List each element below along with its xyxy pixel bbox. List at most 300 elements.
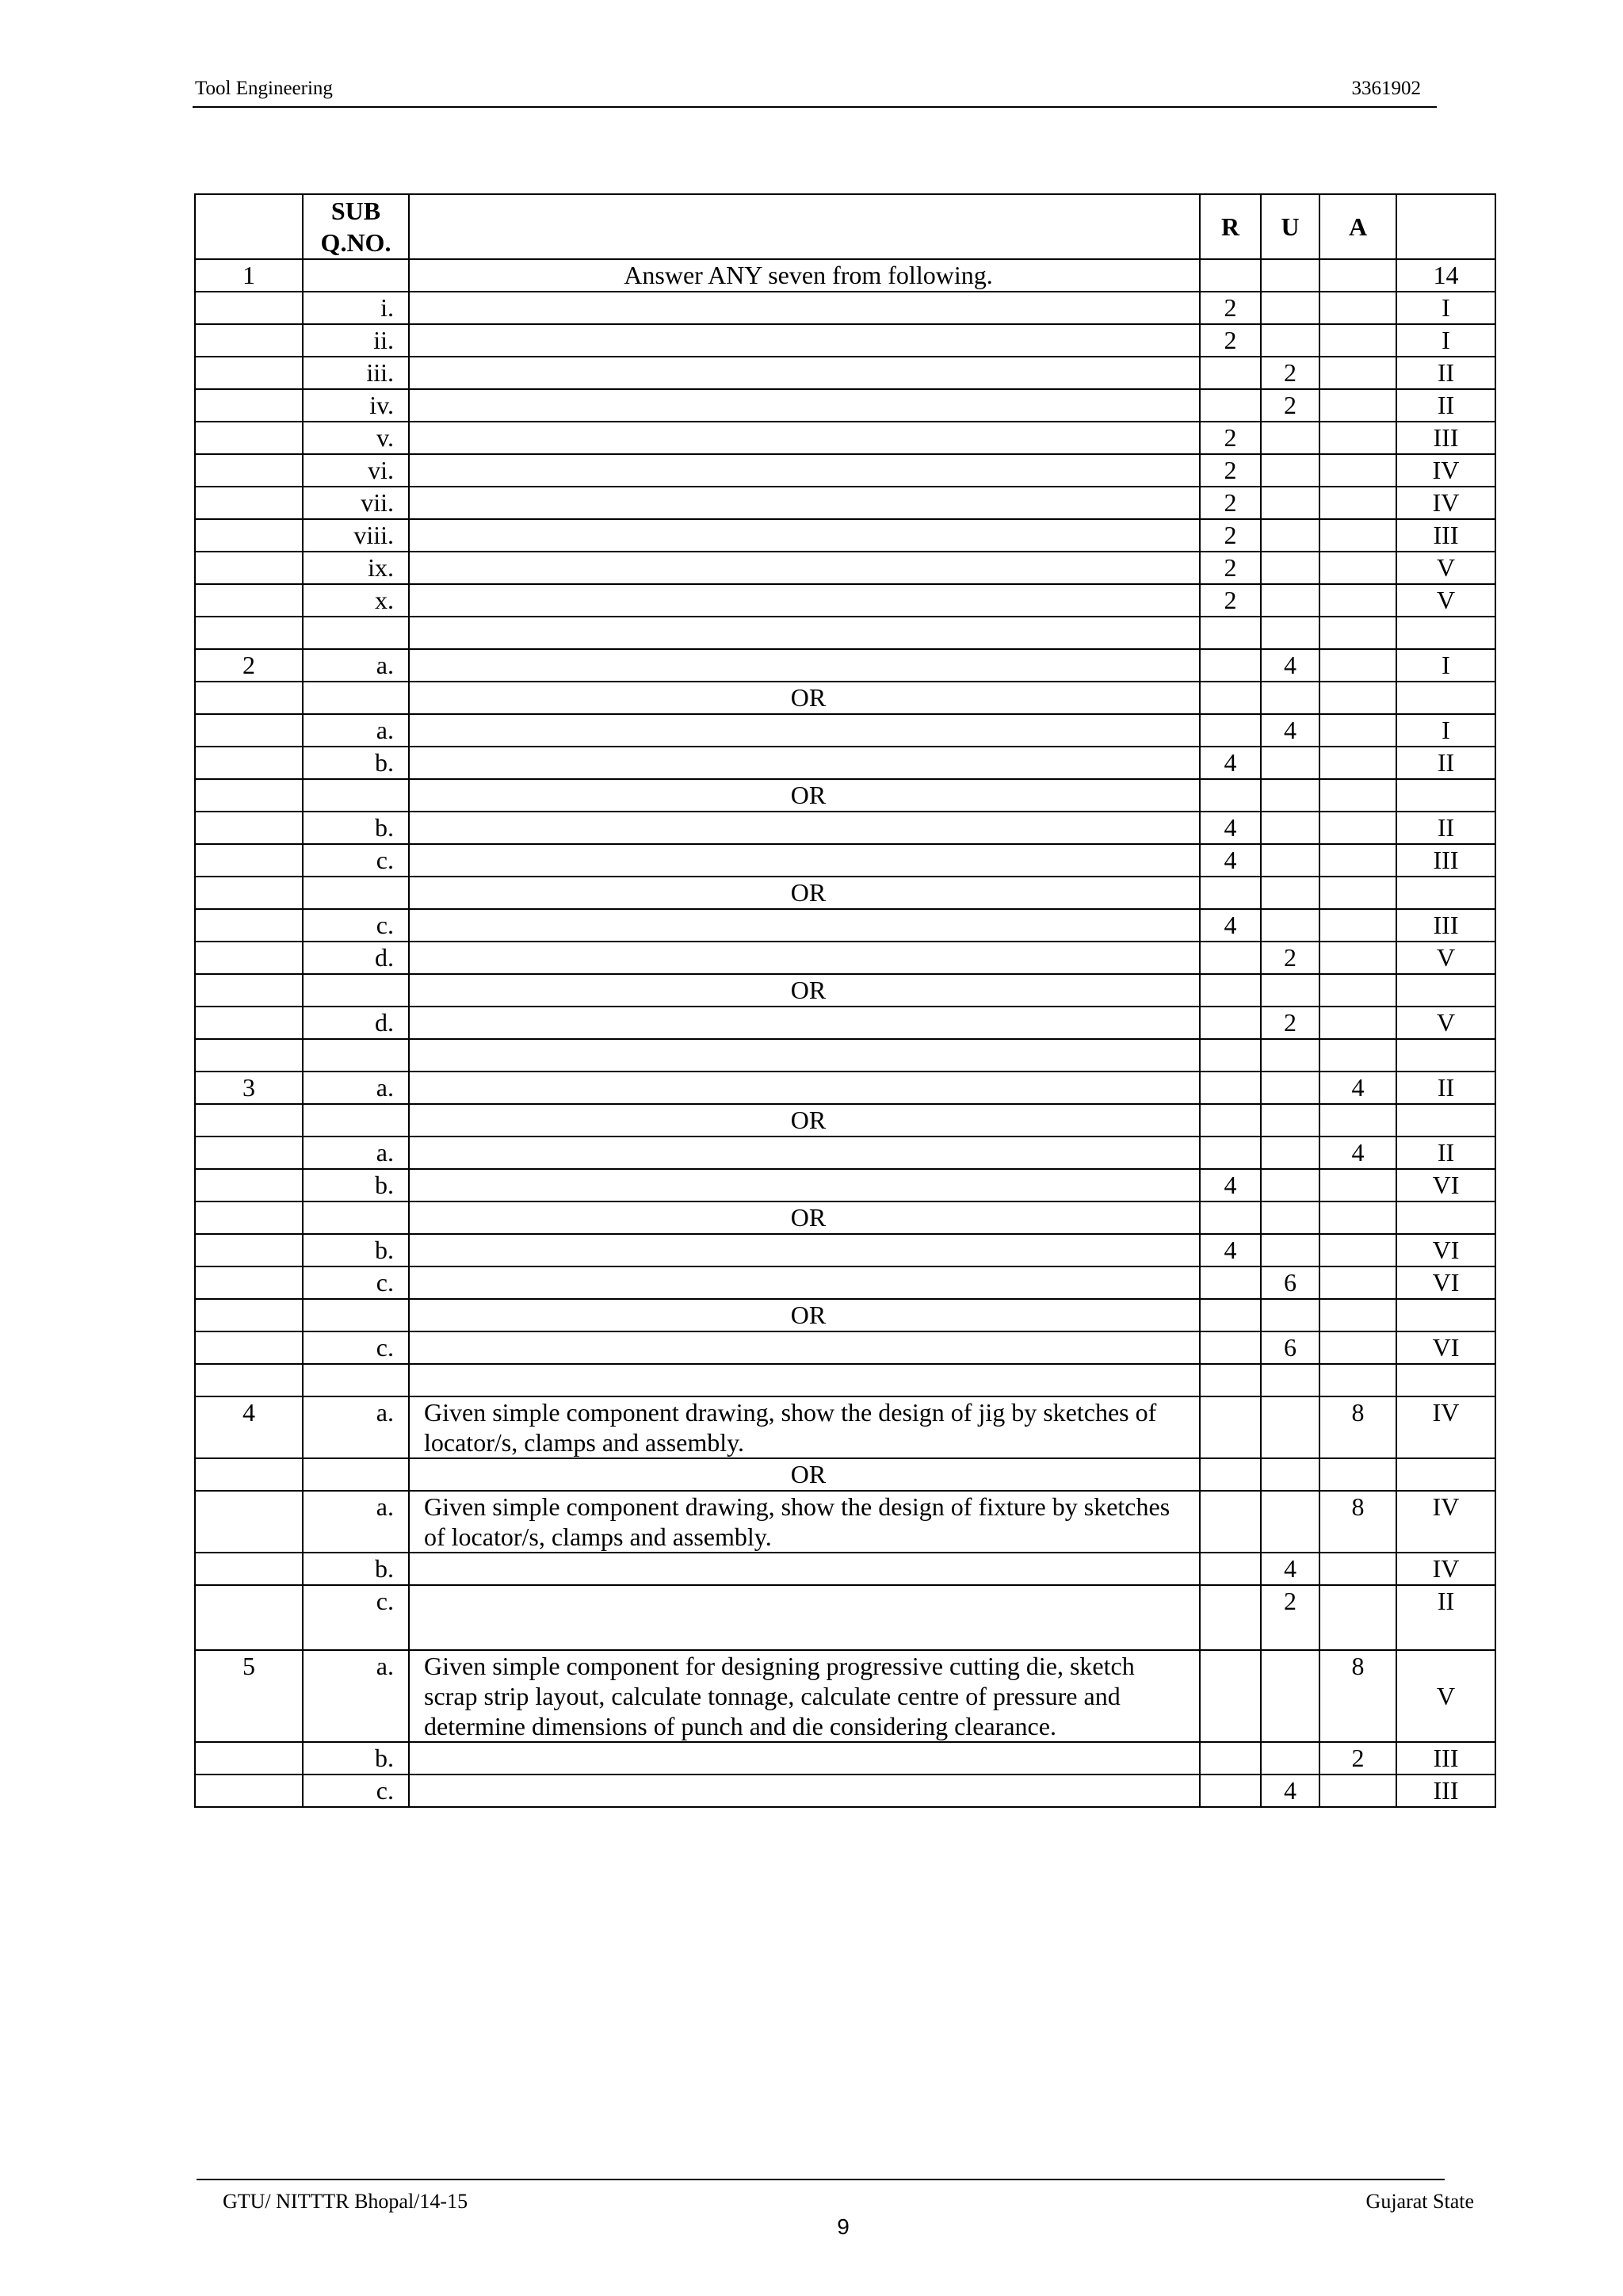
marks-a: 8 [1319,1396,1396,1458]
question-text [409,1364,1200,1396]
unit-or-total: I [1396,292,1495,324]
table-row [195,682,1495,714]
table-row [195,259,1495,292]
question-number [195,1458,303,1491]
unit-or-total: V [1396,584,1495,617]
marks-u [1261,747,1319,779]
table-row [195,779,1495,812]
marks-a [1319,1331,1396,1364]
question-number [195,1364,303,1396]
marks-u [1261,259,1319,292]
unit-or-total: II [1396,747,1495,779]
marks-u [1261,552,1319,584]
unit-or-total: II [1396,1137,1495,1169]
marks-a [1319,487,1396,519]
marks-u [1261,454,1319,487]
sub-question-number: a. [303,1137,409,1169]
marks-r: 4 [1200,1234,1261,1266]
marks-a [1319,389,1396,422]
unit-or-total: VI [1396,1331,1495,1364]
question-number [195,389,303,422]
marks-r: 2 [1200,422,1261,454]
question-text [409,714,1200,747]
sub-question-number: a. [303,714,409,747]
marks-u [1261,617,1319,649]
marks-u: 2 [1261,1007,1319,1039]
unit-or-total [1396,1364,1495,1396]
question-number [195,747,303,779]
table-row [195,422,1495,454]
unit-or-total: III [1396,909,1495,942]
question-text [409,1585,1200,1650]
question-number [195,1491,303,1553]
marks-u [1261,1396,1319,1458]
table-row [195,324,1495,357]
unit-or-total: II [1396,812,1495,844]
sub-question-number: ii. [303,324,409,357]
question-text [409,1742,1200,1775]
marks-a [1319,584,1396,617]
marks-u [1261,812,1319,844]
question-text [409,357,1200,389]
question-number: 5 [195,1650,303,1742]
question-text: OR [409,974,1200,1007]
marks-a [1319,1169,1396,1201]
header-r: R [1200,194,1261,259]
question-number [195,779,303,812]
page-header [193,76,1437,108]
marks-r [1200,649,1261,682]
unit-or-total [1396,1039,1495,1072]
question-number [195,584,303,617]
sub-question-number: iii. [303,357,409,389]
sub-question-number: d. [303,942,409,974]
table-body [195,259,1495,1807]
unit-or-total: IV [1396,487,1495,519]
subject-code: 3361902 [1351,78,1421,99]
marks-a [1319,1201,1396,1234]
question-text [409,292,1200,324]
unit-or-total [1396,877,1495,909]
sub-question-number: b. [303,1553,409,1585]
marks-u [1261,1072,1319,1104]
question-text: OR [409,1104,1200,1137]
question-text [409,649,1200,682]
question-text: OR [409,682,1200,714]
question-number [195,617,303,649]
marks-a: 4 [1319,1137,1396,1169]
marks-u: 2 [1261,942,1319,974]
unit-or-total [1396,1458,1495,1491]
marks-u [1261,844,1319,877]
sub-question-number: a. [303,1072,409,1104]
marks-a [1319,422,1396,454]
marks-a [1319,1039,1396,1072]
table-row [195,617,1495,649]
sub-question-number: iv. [303,389,409,422]
marks-a [1319,909,1396,942]
sub-question-number: c. [303,1266,409,1299]
unit-or-total: II [1396,389,1495,422]
sub-question-number: v. [303,422,409,454]
unit-or-total: I [1396,324,1495,357]
table-row [195,389,1495,422]
question-number [195,1299,303,1331]
marks-r [1200,617,1261,649]
question-text [409,1169,1200,1201]
marks-r: 2 [1200,292,1261,324]
table-row [195,552,1495,584]
sub-question-number [303,1039,409,1072]
marks-r [1200,259,1261,292]
question-number [195,714,303,747]
marks-a [1319,1299,1396,1331]
table-header-row [195,194,1495,259]
marks-r [1200,1007,1261,1039]
header-question-cell [409,194,1200,259]
question-blueprint-table [194,193,1496,1808]
question-number [195,422,303,454]
unit-or-total [1396,682,1495,714]
marks-u: 4 [1261,649,1319,682]
question-number [195,454,303,487]
marks-a [1319,617,1396,649]
marks-a [1319,974,1396,1007]
table-row [195,1072,1495,1104]
unit-or-total [1396,617,1495,649]
sub-question-number [303,877,409,909]
table-row [195,1742,1495,1775]
table-row [195,1775,1495,1807]
question-number [195,1007,303,1039]
unit-or-total [1396,1201,1495,1234]
sub-question-number: b. [303,1169,409,1201]
question-text [409,487,1200,519]
question-text [409,1234,1200,1266]
question-number [195,1201,303,1234]
marks-a [1319,1585,1396,1650]
marks-r [1200,1266,1261,1299]
unit-or-total: 14 [1396,259,1495,292]
question-number [195,292,303,324]
question-text: Answer ANY seven from following. [409,259,1200,292]
marks-a [1319,552,1396,584]
marks-a [1319,1364,1396,1396]
question-number [195,324,303,357]
marks-r [1200,1104,1261,1137]
unit-or-total: III [1396,1775,1495,1807]
sub-question-number [303,1364,409,1396]
sub-question-number: i. [303,292,409,324]
marks-r [1200,1072,1261,1104]
header-q-cell [195,194,303,259]
question-text [409,1137,1200,1169]
marks-u [1261,1364,1319,1396]
table-row [195,1039,1495,1072]
sub-question-number: viii. [303,519,409,552]
table-row [195,1137,1495,1169]
marks-r [1200,1742,1261,1775]
marks-r: 2 [1200,552,1261,584]
question-text: OR [409,1299,1200,1331]
marks-a [1319,812,1396,844]
sub-question-number: c. [303,1775,409,1807]
table-row [195,1299,1495,1331]
marks-r [1200,1201,1261,1234]
unit-or-total: IV [1396,1553,1495,1585]
sub-question-number: c. [303,844,409,877]
table-row [195,1364,1495,1396]
marks-r [1200,974,1261,1007]
table-row [195,974,1495,1007]
question-number [195,1104,303,1137]
sub-question-number: b. [303,812,409,844]
table-row [195,357,1495,389]
marks-u [1261,1039,1319,1072]
sub-question-number: a. [303,1491,409,1553]
marks-r [1200,714,1261,747]
marks-r [1200,1396,1261,1458]
question-text [409,1266,1200,1299]
marks-r [1200,1458,1261,1491]
table-row [195,1007,1495,1039]
unit-or-total: IV [1396,454,1495,487]
unit-or-total: IV [1396,1396,1495,1458]
table-row [195,1458,1495,1491]
marks-a [1319,292,1396,324]
question-number [195,1585,303,1650]
question-text: OR [409,1201,1200,1234]
question-number [195,942,303,974]
marks-r: 2 [1200,487,1261,519]
unit-or-total [1396,1104,1495,1137]
question-text [409,1039,1200,1072]
marks-r [1200,1364,1261,1396]
sub-question-number: ix. [303,552,409,584]
question-text [409,844,1200,877]
question-number [195,1331,303,1364]
question-number [195,1266,303,1299]
table-row [195,714,1495,747]
question-number [195,1553,303,1585]
subject-title: Tool Engineering [195,78,333,99]
question-number [195,1742,303,1775]
marks-u [1261,909,1319,942]
question-number [195,519,303,552]
question-text [409,454,1200,487]
marks-a: 2 [1319,1742,1396,1775]
sub-question-number [303,1104,409,1137]
marks-r [1200,1039,1261,1072]
question-number [195,877,303,909]
sub-question-number [303,1201,409,1234]
unit-or-total: V [1396,1650,1495,1742]
question-number: 4 [195,1396,303,1458]
marks-u [1261,1299,1319,1331]
marks-a [1319,942,1396,974]
question-text [409,1775,1200,1807]
marks-a [1319,682,1396,714]
sub-question-number: a. [303,1396,409,1458]
marks-u [1261,519,1319,552]
unit-or-total: I [1396,649,1495,682]
unit-or-total: V [1396,552,1495,584]
sub-question-number [303,779,409,812]
table-row [195,584,1495,617]
table-row [195,812,1495,844]
marks-a [1319,747,1396,779]
question-text [409,324,1200,357]
question-text: Given simple component drawing, show the design of jig by sketches of locator/s, clamps and assembly. [409,1396,1200,1458]
table-row [195,844,1495,877]
question-text [409,1331,1200,1364]
marks-a: 8 [1319,1650,1396,1742]
marks-a [1319,1266,1396,1299]
table-row [195,454,1495,487]
question-text: OR [409,877,1200,909]
question-number [195,1039,303,1072]
marks-u: 2 [1261,389,1319,422]
sub-question-number: a. [303,649,409,682]
marks-u: 2 [1261,357,1319,389]
table-row [195,877,1495,909]
marks-u [1261,1742,1319,1775]
marks-a [1319,357,1396,389]
marks-r [1200,1585,1261,1650]
unit-or-total [1396,779,1495,812]
table-row [195,909,1495,942]
sub-question-number: c. [303,1585,409,1650]
marks-u: 2 [1261,1585,1319,1650]
question-number [195,487,303,519]
table-row [195,942,1495,974]
unit-or-total: III [1396,1742,1495,1775]
marks-a: 4 [1319,1072,1396,1104]
question-text [409,747,1200,779]
table-row [195,1331,1495,1364]
marks-u [1261,292,1319,324]
question-text [409,1072,1200,1104]
marks-u [1261,1650,1319,1742]
question-text: Given simple component drawing, show the design of fixture by sketches of locator/s, clamps and assembly. [409,1491,1200,1553]
table-row [195,1234,1495,1266]
question-number [195,357,303,389]
marks-u [1261,1104,1319,1137]
marks-r: 2 [1200,324,1261,357]
table-row [195,649,1495,682]
table-row [195,1104,1495,1137]
unit-or-total [1396,1299,1495,1331]
header-sub-q-no: SUB Q.NO. [303,194,409,259]
question-number [195,844,303,877]
marks-u [1261,1137,1319,1169]
sub-question-number: b. [303,747,409,779]
sub-question-number: c. [303,1331,409,1364]
unit-or-total: VI [1396,1169,1495,1201]
marks-a [1319,1104,1396,1137]
marks-u: 4 [1261,1553,1319,1585]
question-text [409,617,1200,649]
unit-or-total: VI [1396,1234,1495,1266]
table-row [195,487,1495,519]
marks-r [1200,1650,1261,1742]
question-text [409,1553,1200,1585]
sub-question-number: b. [303,1234,409,1266]
marks-a [1319,259,1396,292]
marks-a [1319,1458,1396,1491]
sub-question-number [303,259,409,292]
question-text: Given simple component for designing progressive cutting die, sketch scrap strip layout, calculate tonnage, calculate centre of pressure and determine dimensions of punch and die considering clearance. [409,1650,1200,1742]
table-row [195,292,1495,324]
footer-state: Gujarat State [1365,2190,1474,2213]
question-number [195,1234,303,1266]
marks-u [1261,584,1319,617]
marks-r: 4 [1200,1169,1261,1201]
question-number [195,909,303,942]
sub-question-number [303,682,409,714]
question-text [409,1007,1200,1039]
marks-u [1261,324,1319,357]
question-number [195,1775,303,1807]
table-row [195,519,1495,552]
question-text [409,422,1200,454]
marks-a [1319,1234,1396,1266]
footer-divider [197,2179,1445,2180]
marks-u [1261,1201,1319,1234]
marks-r [1200,1775,1261,1807]
question-text [409,909,1200,942]
unit-or-total: III [1396,844,1495,877]
unit-or-total: V [1396,1007,1495,1039]
marks-u [1261,1169,1319,1201]
marks-u [1261,487,1319,519]
question-number [195,1137,303,1169]
marks-a [1319,454,1396,487]
question-text [409,552,1200,584]
unit-or-total: III [1396,422,1495,454]
marks-r [1200,357,1261,389]
marks-r: 4 [1200,909,1261,942]
marks-a [1319,1553,1396,1585]
table-row [195,1491,1495,1553]
question-text [409,519,1200,552]
unit-or-total [1396,974,1495,1007]
marks-u [1261,1491,1319,1553]
marks-a: 8 [1319,1491,1396,1553]
marks-r: 2 [1200,519,1261,552]
unit-or-total: V [1396,942,1495,974]
sub-question-number: x. [303,584,409,617]
marks-a [1319,779,1396,812]
marks-u [1261,682,1319,714]
marks-r [1200,942,1261,974]
question-number: 1 [195,259,303,292]
table-row [195,1553,1495,1585]
question-number [195,552,303,584]
table-row [195,1585,1495,1650]
question-text [409,584,1200,617]
footer-institution: GTU/ NITTTR Bhopal/14-15 [223,2190,468,2213]
marks-a [1319,844,1396,877]
marks-a [1319,649,1396,682]
table-row [195,1266,1495,1299]
marks-u [1261,422,1319,454]
marks-r: 4 [1200,812,1261,844]
question-number [195,1169,303,1201]
marks-u [1261,779,1319,812]
table-row [195,1201,1495,1234]
sub-question-number: b. [303,1742,409,1775]
